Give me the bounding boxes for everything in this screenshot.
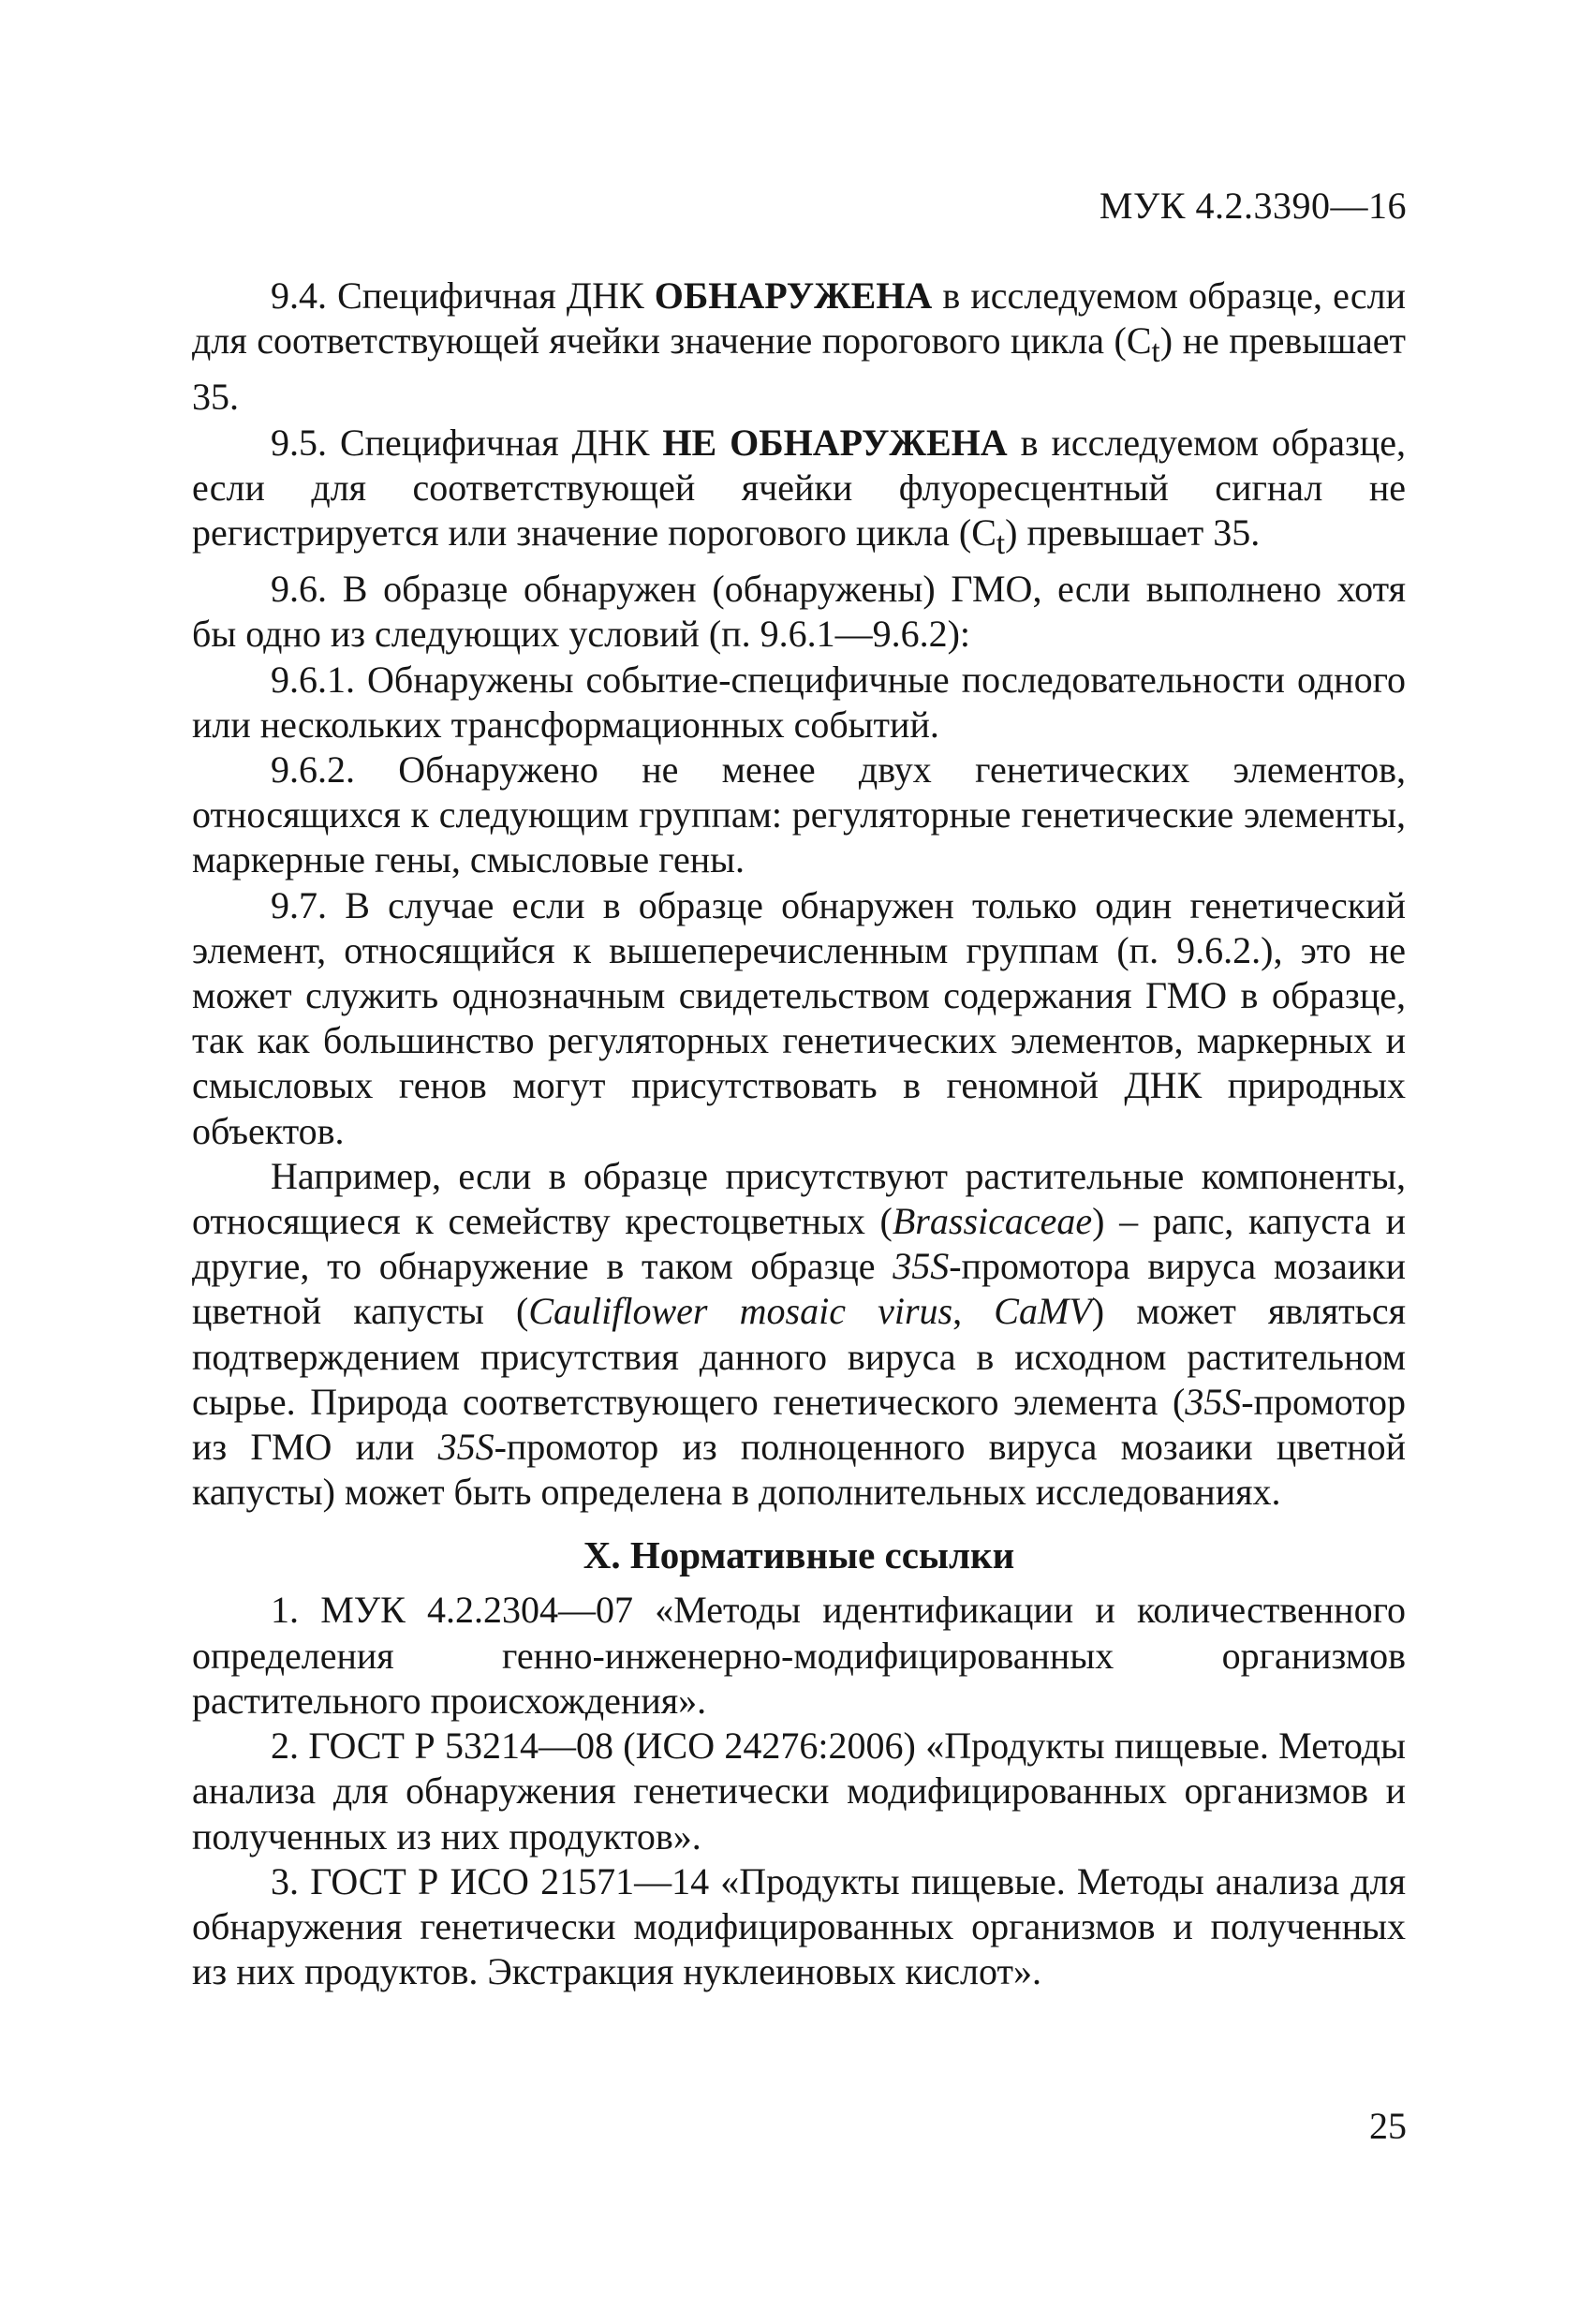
- text-run: 9.5. Специфичная ДНК: [271, 421, 663, 464]
- text-run: ) может являться подтверждением присутствия данного вируса в исходном растительном сырье. Природа соответствующего генетического элемента (: [192, 1290, 1407, 1423]
- reference-item: 3. ГОСТ Р ИСО 21571—14 «Продукты пищевые. Методы анализа для обнаружения генетически модифицированных организмов и полученных из них продуктов. Экстракция нуклеиновых кислот».: [192, 1859, 1406, 1993]
- paragraph-9-6-2: 9.6.2. Обнаружено не менее двух генетических элементов, относящихся к следующим группам: регуляторные генетические элементы, маркерные гены, смысловые гены.: [192, 748, 1406, 881]
- text-run: ) не превышает 35.: [192, 319, 1406, 419]
- italic-term: CaMV: [994, 1290, 1092, 1333]
- text-run: -промотор из полноценного вируса мозаики цветной капусты) может быть определена в дополнительных исследованиях.: [192, 1426, 1406, 1514]
- paragraph-9-6: 9.6. В образце обнаружен (обнаружены) ГМО, если выполнено хотя бы одно из следующих условий (п. 9.6.1—9.6.2):: [192, 568, 1406, 656]
- paragraph-9-6-1: 9.6.1. Обнаружены событие-специфичные последовательности одного или нескольких трансформационных событий.: [192, 658, 1406, 746]
- reference-item: 1. МУК 4.2.2304—07 «Методы идентификации и количественного определения генно-инженерно-модифицированных организмов растительного происхождения».: [192, 1589, 1406, 1722]
- paragraph-example: [192, 1154, 1406, 1516]
- text-run: в исследуемом образце, если для соответствующей ячейки флуоресцентный сигнал не регистрируется или значение порогового цикла (C: [192, 421, 1407, 555]
- paragraph-9-4: [192, 274, 1406, 421]
- page-number: 25: [1369, 2105, 1407, 2147]
- italic-term: 35S: [893, 1245, 950, 1288]
- bold-term: НЕ ОБНАРУЖЕНА: [662, 421, 1008, 464]
- subscript: t: [1151, 334, 1160, 370]
- italic-term: Brassicaceae: [892, 1200, 1093, 1243]
- text-run: ,: [952, 1290, 995, 1333]
- paragraph-9-7: 9.7. В случае если в образце обнаружен только один генетический элемент, относящийся к вышеперечисленным группам (п. 9.6.2.), это не может служить однозначным свидетельством содержания ГМО в образце, так как большинство регуляторных генетических элементов, маркерных и смысловых генов могут присутствовать в геномной ДНК природных объектов.: [192, 883, 1406, 1152]
- text-run: в исследуемом образце, если для соответствующей ячейки значение порогового цикла (C: [192, 274, 1406, 363]
- running-header: МУК 4.2.3390—16: [1099, 185, 1407, 227]
- bold-term: ОБНАРУЖЕНА: [654, 274, 933, 317]
- text-run: 9.4. Специфичная ДНК: [271, 274, 655, 317]
- text-run: -промотора вируса мозаики цветной капусты (: [192, 1245, 1406, 1333]
- subscript: t: [996, 526, 1006, 562]
- text-run: ) – рапс, капуста и другие, то обнаружение в таком образце: [192, 1200, 1406, 1288]
- text-run: -промотор из ГМО или: [192, 1380, 1406, 1469]
- italic-term: 35S: [437, 1426, 494, 1469]
- text-run: Например, если в образце присутствуют растительные компоненты, относящиеся к семейству крестоцветных (: [192, 1154, 1406, 1243]
- italic-term: 35S: [1185, 1380, 1242, 1423]
- paragraph-9-5: [192, 421, 1406, 568]
- reference-item: 2. ГОСТ Р 53214—08 (ИСО 24276:2006) «Продукты пищевые. Методы анализа для обнаружения генетически модифицированных организмов и полученных из них продуктов».: [192, 1724, 1406, 1858]
- body-text: [192, 274, 1406, 1994]
- text-run: ) превышает 35.: [1005, 511, 1261, 555]
- italic-term: Cauliflower mosaic virus: [528, 1290, 953, 1333]
- section-title-normative-refs: X. Нормативные ссылки: [583, 1533, 1015, 1577]
